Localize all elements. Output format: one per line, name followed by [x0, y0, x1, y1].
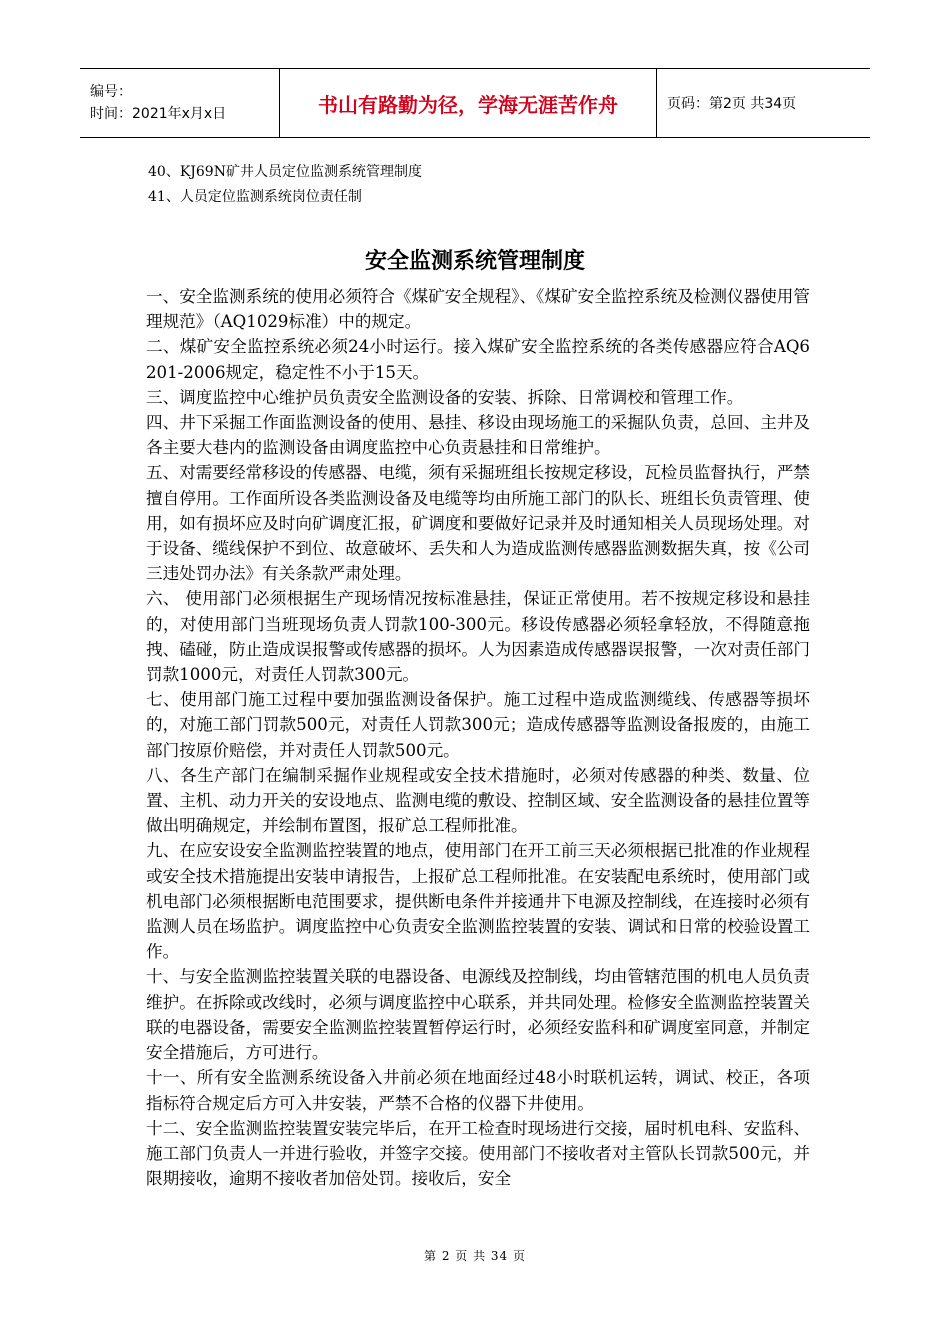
header-page-label: 页码：第2页 共34页: [667, 96, 797, 112]
paragraph: 九、在应安设安全监测监控装置的地点，使用部门在开工前三天必须根据已批准的作业规程或安全技术措施提出安装申请报告，上报矿总工程师批准。在安装配电系统时，使用部门或机电部门必须根据断电范围要求，提供断电条件并接通井下电源及控制线，在连接时必须有监测人员在场监护。调度监控中心负责安全监测监控装置的安装、调试和日常的校验设置工作。: [146, 841, 810, 962]
header-motto: 书山有路勤为径，学海无涯苦作舟: [318, 92, 618, 117]
header-left-cell: [80, 69, 280, 137]
paragraph: 二、煤矿安全监控系统必须24小时运行。接入煤矿安全监控系统的各类传感器应符合AQ6201-2006规定，稳定性不小于15天。: [146, 337, 810, 382]
document-date-label: 时间：2021年x月x日: [90, 106, 227, 122]
paragraph: 十一、所有安全监测系统设备入井前必须在地面经过48小时联机运转，调试、校正，各项指标符合规定后方可入井安装，严禁不合格的仪器下井使用。: [146, 1068, 810, 1113]
page-footer: 第 2 页 共 34 页: [424, 1249, 526, 1263]
paragraph: 五、对需要经常移设的传感器、电缆，须有采掘班组长按规定移设，瓦检员监督执行，严禁擅自停用。工作面所设各类监测设备及电缆等均由所施工部门的队长、班组长负责管理、使用，如有损坏应及时向矿调度汇报，矿调度和要做好记录并及时通知相关人员现场处理。对于设备、缆线保护不到位、故意破坏、丢失和人为造成监测传感器监测数据失真，按《公司三违处罚办法》有关条款严肃处理。: [146, 463, 810, 584]
paragraph: 十二、安全监测监控装置安装完毕后，在开工检查时现场进行交接，届时机电科、安监科、施工部门负责人一并进行验收，并签字交接。使用部门不接收者对主管队长罚款500元，并限期接收，逾期不接收者加倍处罚。接收后，安全: [146, 1118, 810, 1189]
section-title: 安全监测系统管理制度: [364, 249, 585, 274]
paragraph: 一、安全监测系统的使用必须符合《煤矿安全规程》、《煤矿安全监控系统及检测仪器使用管理规范》（AQ1029标准）中的规定。: [146, 287, 810, 332]
body-text: [146, 284, 810, 1191]
toc-item: 41、人员定位监测系统岗位责任制: [148, 189, 362, 205]
paragraph: 三、调度监控中心维护员负责安全监测设备的安装、拆除、日常调校和管理工作。: [146, 387, 744, 407]
paragraph: 四、井下采掘工作面监测设备的使用、悬挂、移设由现场施工的采掘队负责，总回、主井及各主要大巷内的监测设备由调度监控中心负责悬挂和日常维护。: [146, 413, 810, 458]
paragraph: 七、使用部门施工过程中要加强监测设备保护。施工过程中造成监测缆线、传感器等损坏的，对施工部门罚款500元，对责任人罚款300元；造成传感器等监测设备报废的，由施工部门按原价赔偿，并对责任人罚款500元。: [146, 690, 810, 760]
toc-item: 40、KJ69N矿井人员定位监测系统管理制度: [148, 164, 422, 180]
paragraph: 六、 使用部门必须根据生产现场情况按标准悬挂，保证正常使用。若不按规定移设和悬挂的，对使用部门当班现场负责人罚款100-300元。移设传感器必须轻拿轻放，不得随意拖拽、磕碰，防止造成误报警或传感器的损坏。人为因素造成传感器误报警，一次对责任部门罚款1000元，对责任人罚款300元。: [146, 589, 810, 685]
header-page-cell: [657, 69, 870, 137]
header-table: [80, 68, 870, 138]
toc-list: [148, 160, 422, 210]
document-number-label: 编号：: [90, 84, 132, 100]
paragraph: 十、与安全监测监控装置关联的电器设备、电源线及控制线，均由管辖范围的机电人员负责维护。在拆除或改线时，必须与调度监控中心联系，并共同处理。检修安全监测监控装置关联的电器设备，需要安全监测监控装置暂停运行时，必须经安监科和矿调度室同意，并制定安全措施后，方可进行。: [146, 967, 810, 1063]
header-motto-cell: [280, 69, 657, 137]
paragraph: 八、各生产部门在编制采掘作业规程或安全技术措施时，必须对传感器的种类、数量、位置、主机、动力开关的安设地点、监测电缆的敷设、控制区域、安全监测设备的悬挂位置等做出明确规定，并绘制布置图，报矿总工程师批准。: [146, 765, 810, 836]
